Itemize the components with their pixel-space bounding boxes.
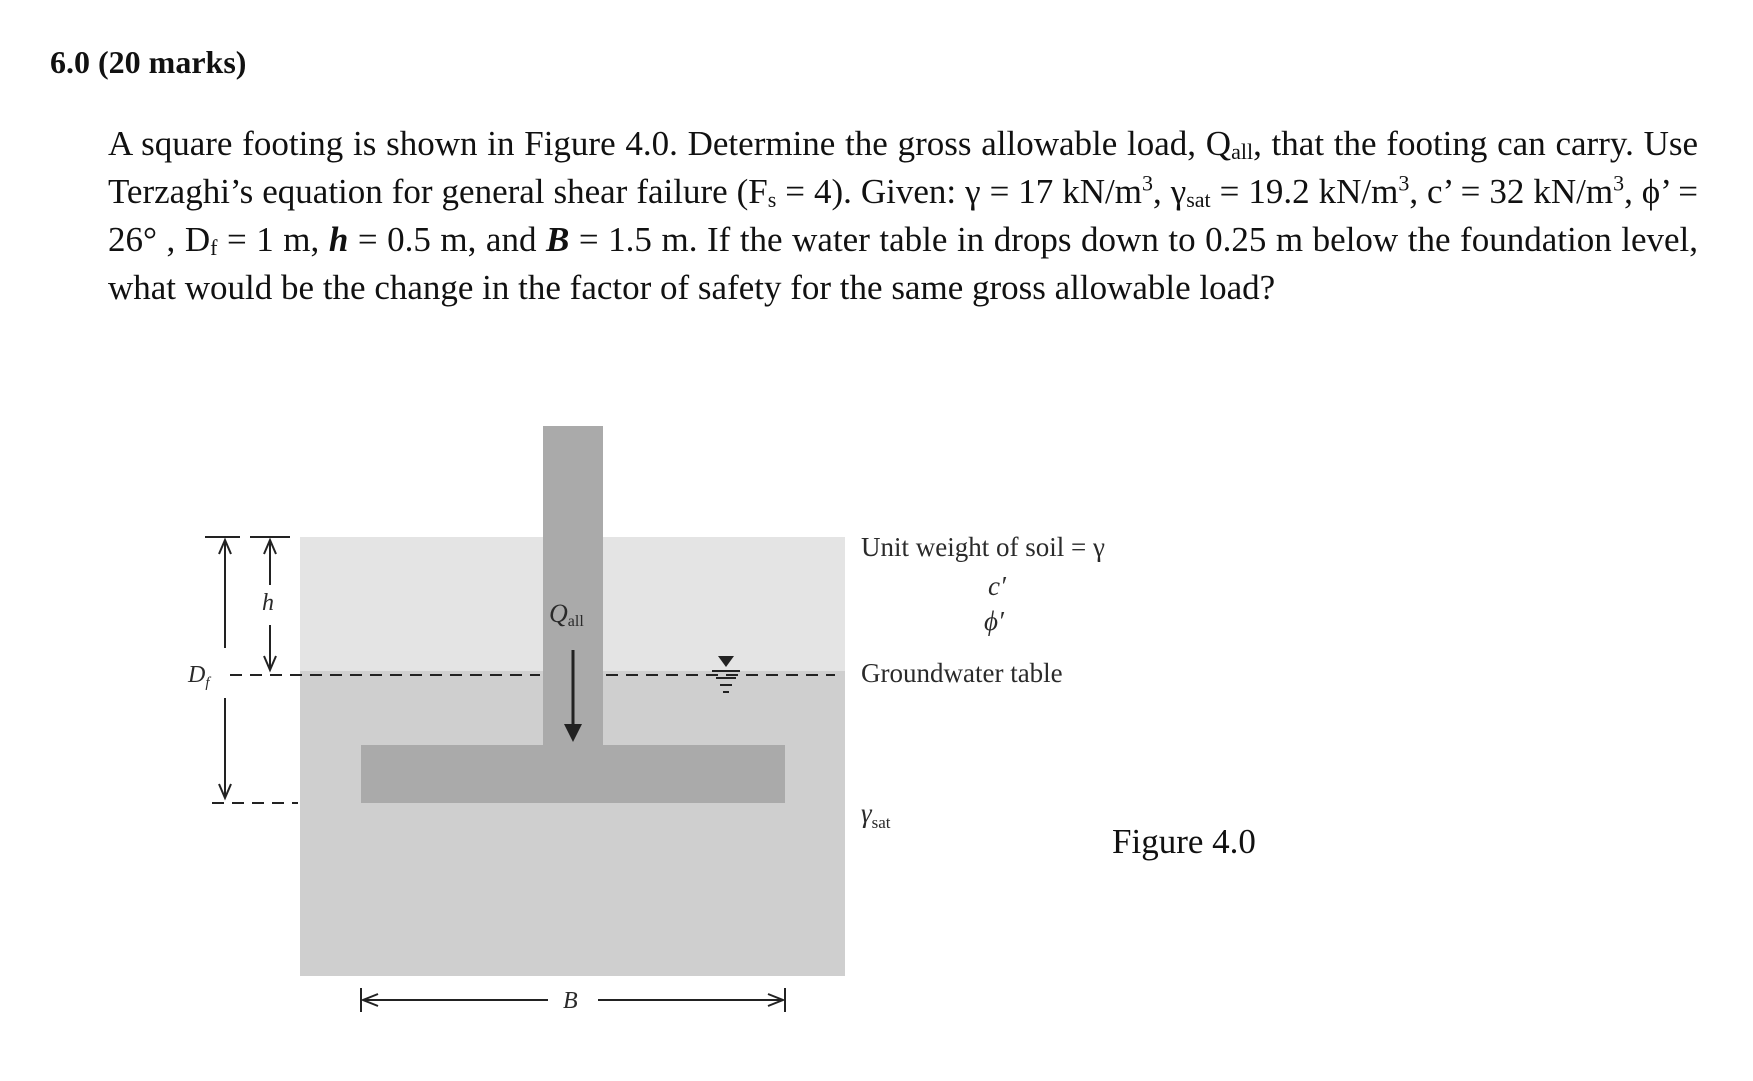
q-text-3: = 4). Given: γ = 17 kN/m: [776, 172, 1143, 211]
q-all-subscript: all: [1231, 139, 1254, 164]
q-text-6: , c’ = 32 kN/m: [1409, 172, 1614, 211]
fs-subscript: s: [767, 187, 777, 212]
df-subscript: f: [210, 235, 218, 260]
q-text-5: = 19.2 kN/m: [1210, 172, 1399, 211]
b-label: B: [563, 988, 578, 1014]
df-label: [187, 662, 211, 691]
gamma-sat-subscript: sat: [871, 813, 891, 832]
unit-superscript-2: 3: [1398, 170, 1410, 196]
q-text-9: = 0.5 m, and: [348, 220, 546, 259]
footing-base: [361, 745, 785, 803]
b-variable: B: [546, 220, 570, 259]
gamma-sat-symbol: γ: [861, 798, 872, 828]
q-all-fig-subscript: all: [567, 613, 584, 630]
unit-weight-label: Unit weight of soil = γ: [861, 532, 1105, 562]
q-text-4: , γ: [1153, 172, 1187, 211]
df-dimension: [205, 537, 240, 798]
question-heading: 6.0 (20 marks): [50, 44, 247, 80]
q-text-7: , ϕ’ = 26° , D: [108, 172, 1698, 259]
q-text-10: = 1.5 m. If the water table in drops down to 0.25 m below the foundation level, what would be the change in the factor of safety for the same gross allowable load?: [108, 220, 1698, 307]
phi-prime-label: ϕ′: [984, 606, 1004, 636]
q-text-1: A square footing is shown in Figure 4.0. Determine the gross allowable load, Q: [108, 124, 1232, 163]
df-fig-subscript: f: [205, 675, 210, 691]
unit-superscript-1: 3: [1142, 170, 1154, 196]
q-text-8: = 1 m,: [217, 220, 329, 259]
gamma-sat-label: [861, 798, 891, 832]
q-all-symbol: Q: [549, 599, 568, 628]
df-symbol: D: [188, 662, 206, 688]
h-variable: h: [328, 220, 349, 259]
unit-superscript-3: 3: [1613, 170, 1625, 196]
h-label: h: [262, 590, 274, 616]
sat-subscript: sat: [1186, 187, 1211, 212]
c-prime-label: c′: [988, 571, 1006, 601]
figure-caption: Figure 4.0: [1112, 822, 1256, 861]
q-text-2: , that the footing can carry. Use Terzaghi’s equation for general shear failure (F: [108, 124, 1699, 211]
groundwater-label: Groundwater table: [861, 658, 1063, 688]
